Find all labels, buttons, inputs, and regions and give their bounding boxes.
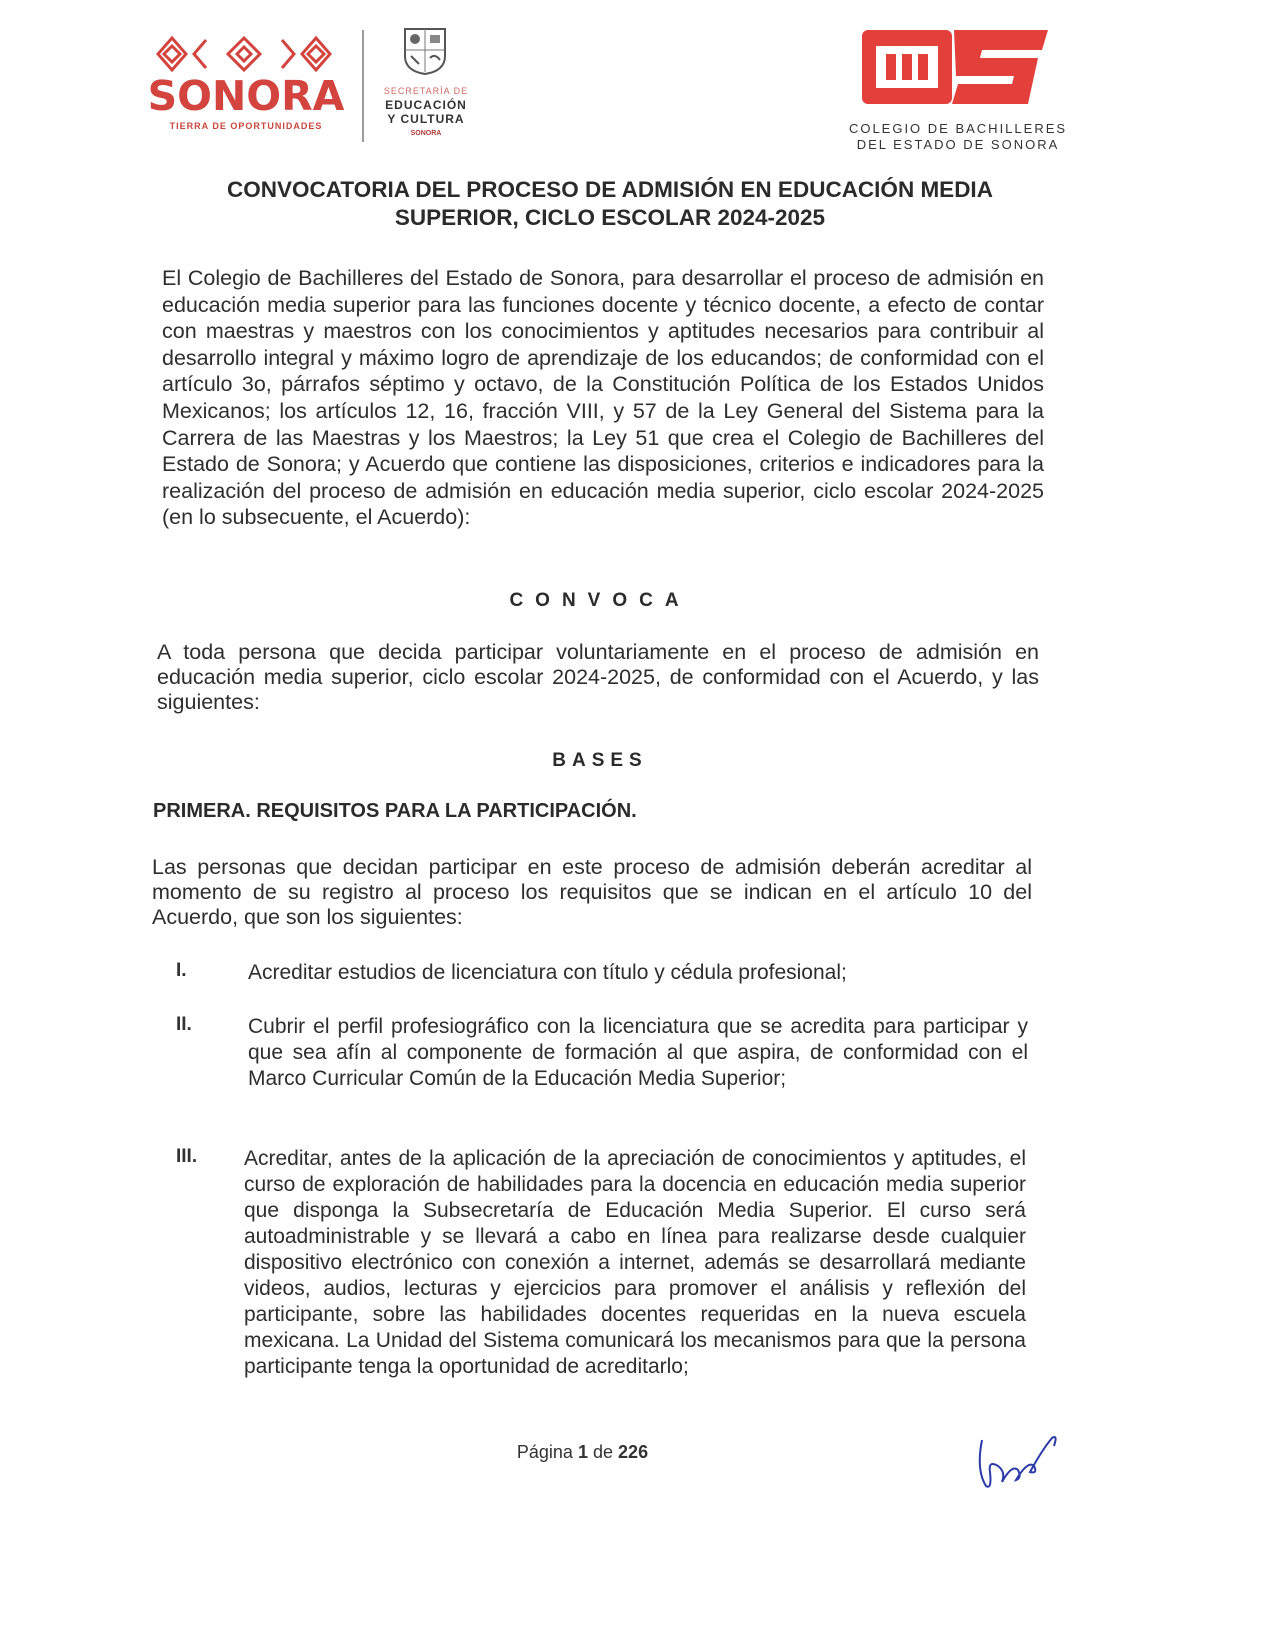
invitation-paragraph: A toda persona que decida participar voluntariamente en el proceso de admisión en educación media superior, ciclo escolar 2024-2025, de conformidad con el Acuerdo, y las siguientes:: [157, 640, 1039, 714]
document-title: [150, 176, 1070, 232]
requirement-number: I.: [176, 960, 187, 981]
requirement-text: Acreditar estudios de licenciatura con título y cédula profesional;: [248, 961, 847, 984]
page-current: 1: [577, 1442, 588, 1462]
secretaria-name-line2: Y CULTURA: [387, 112, 465, 126]
bases-heading: BASES: [552, 750, 648, 771]
logo-divider: [362, 30, 364, 142]
requirements-intro: Las personas que decidan participar en este proceso de admisión deberán acreditar al momento de su registro al proceso los requisitos que se indican en el artículo 10 del Acuerdo, que son los siguientes:: [152, 855, 1032, 929]
page-of: de: [593, 1442, 614, 1462]
sonora-tagline: TIERRA DE OPORTUNIDADES: [169, 121, 323, 131]
sonora-logo: [140, 34, 352, 134]
cobach-logo-icon: [862, 26, 1052, 108]
requirement-text: Acreditar, antes de la aplicación de la apreciación de conocimientos y aptitudes, el curso de exploración de habilidades para la docencia en educación media superior que disponga la Subsecretaría de Educación Media Superior. El curso será autoadministrable y se llevará a cabo en línea para realizarse desde cualquier dispositivo electrónico con conexión a internet, además se desarrollará mediante videos, audios, lecturas y ejercicios para promover el análisis y reflexión del participante, sobre las habilidades docentes requeridas en la nueva escuela mexicana. La Unidad del Sistema comunicará los mecanismos para que la persona participante tenga la oportunidad de acreditarlo;: [244, 1147, 1026, 1378]
requirement-number: II.: [176, 1014, 192, 1035]
sonora-wordmark: SONORA: [147, 72, 345, 120]
sonora-motif-icon: [154, 34, 334, 74]
convoca-heading: CONVOCA: [509, 590, 691, 611]
secretaria-label: SECRETARÍA DE: [383, 86, 469, 96]
cobach-name-line2: DEL ESTADO DE SONORA: [856, 137, 1060, 152]
secretaria-name-line1: EDUCACIÓN: [385, 98, 467, 112]
title-line-2: SUPERIOR, CICLO ESCOLAR 2024-2025: [394, 205, 826, 230]
title-line-1: CONVOCATORIA DEL PROCESO DE ADMISIÓN EN EDUCACIÓN MEDIA: [227, 177, 993, 202]
signature-icon: [972, 1420, 1062, 1495]
requirement-text: Cubrir el perfil profesiográfico con la licenciatura que se acredita para participar y que sea afín al componente de formación al que aspira, de conformidad con el Marco Curricular Común de la Educación Media Superior;: [248, 1015, 1028, 1090]
section-heading-primera: PRIMERA. REQUISITOS PARA LA PARTICIPACIÓN.: [153, 800, 637, 822]
secretaria-logo: [372, 26, 480, 146]
crest-icon: [402, 26, 448, 76]
cobach-name-line1: COLEGIO DE BACHILLERES: [848, 121, 1068, 136]
page-total: 226: [618, 1442, 649, 1462]
page-label: Página: [516, 1442, 573, 1462]
intro-paragraph: El Colegio de Bachilleres del Estado de Sonora, para desarrollar el proceso de admisión en educación media superior para las funciones docente y técnico docente, a efecto de contar con maestras y maestros con los conocimientos y aptitudes necesarios para contribuir al desarrollo integral y máximo logro de aprendizaje de los educandos; de conformidad con el artículo 3o, párrafos séptimo y octavo, de la Constitución Política de los Estados Unidos Mexicanos; los artículos 12, 16, fracción VIII, y 57 de la Ley General del Sistema para la Carrera de las Maestras y los Maestros; la Ley 51 que crea el Colegio de Bachilleres del Estado de Sonora; y Acuerdo que contiene las disposiciones, criterios e indicadores para la realización del proceso de admisión en educación media superior, ciclo escolar 2024-2025 (en lo subsecuente, el Acuerdo):: [162, 266, 1044, 530]
secretaria-sonora: SONORA: [410, 130, 442, 137]
requirement-number: III.: [176, 1146, 198, 1167]
